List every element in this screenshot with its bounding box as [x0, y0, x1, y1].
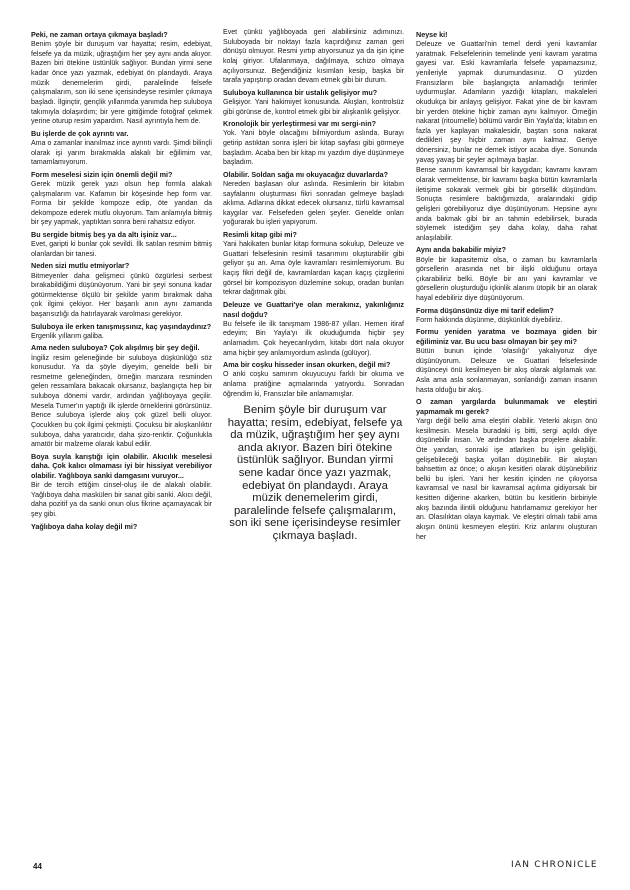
- interview-answer: Yargı değil belki ama eleştiri olabilir. Yeterki akışın önü kesilmesin. Mesela buradaki iş bitti, sergi açıldı diye düşünebilir insan. Ve ardından başka projelere akabilir. Öte yandan, sonraki işe atlarken bu işin gelişliği, gelişebileceği başka yolları düşünebilir. Bir akıştan bahsettim az önce; o akışın kesitleri olarak düşünebiliriz belki bu işleri. Yani her kesitin içinden ne çıkıyorsa kavramsal ve nasıl bir kavramsal açılıma gidiyorsak bir kesitten diğerine akarken, bütün bu kesitlerin birbiriyle akış bazında ilintili olduğunu hatırlamamız gerekiyor her an. Olasılıktan olaya kaymak. Ve eleştiri olmalı tabii ama akışın önünü kesmeyen eleştiri. Kriz anlarını oluşturan her: [416, 418, 597, 541]
- interview-question: Kronolojik bir yerleştirmesi var mı sergi-nin?: [223, 119, 376, 129]
- interview-answer: Gelişiyor. Yani hakimiyet konusunda. Akışları, kontrolsüz gibi görünse de, kontrol etmek gibi bir alışkanlık gelişiyor.: [223, 98, 404, 116]
- interview-question: Olabilir. Soldan sağa mı okuyacağız duvarlarda?: [223, 169, 388, 179]
- interview-question: Yağlıboya daha kolay değil mi?: [31, 521, 138, 531]
- interview-question: Bu sergide bitmiş beş ya da altı işiniz var...: [31, 230, 177, 239]
- interview-question: Deleuze ve Guattari'ye olan merakınız, yakınlığınız nasıl doğdu?: [223, 299, 404, 319]
- text-column-1: [31, 28, 212, 532]
- interview-answer: Ama o zamanlar inanılmaz ince ayrıntı vardı. Şimdi bilinçli olarak işi yarım bırakmakla alakalı bir eğilimim var, tamamlamıyorum.: [31, 139, 212, 167]
- interview-answer: Bitmeyenler daha gelişmeci çünkü özgürlesi serbest bırakabildiğimi düşünüyorum. Yani bir şeyi sonuna kadar götürmektense ölçülü bir şekilde yarım bırakmak daha çok ilgimi çekiyor. Her başarılı anın aynı zamanda başarısızlığı da hatırlayarak varolması gerekiyor.: [31, 272, 212, 318]
- interview-answer: Yani hakikaten bunlar kitap formuna sokulup, Deleuze ve Guattari felsefesinin resimli tasarımını oluşturabilir gibi geliyor şu an. Ama öyle kavramları resimlemiyorum. Bu kaçış fikri değil de, kavramlardan kaçan kaçış çizgilerini görsel bir kompozisyon düzlemine sokup, oradan bunları tekrar dağıtmak gibi.: [223, 241, 404, 297]
- interview-answer: Ergenlik yıllarım galiba.: [31, 332, 104, 340]
- interview-question: Ama bir coşku hisseder insan okurken, değil mi?: [223, 360, 391, 370]
- interview-question: Formu yeniden yaratma ve bozmaya giden bir eğiliminiz var. Bu ucu bası olmayan bir şey mi?: [416, 327, 597, 347]
- interview-answer: Gerek müzik gerek yazı olsun hep formla alakalı çalışmalarım var. Kafamın bir köşesinde hep form var. Forma bir şekilde kompoze edip, öte yandan da dekompoze ederek mutlu oluyorum. Tam anlamıyla bitmiş bir şey yapmak, yaptıktan sonra beni rahatsız ediyor.: [31, 180, 212, 227]
- interview-question: Bu işlerde de çok ayrıntı var.: [31, 128, 129, 138]
- interview-question: Boya suyla karıştığı için olabilir. Akıcılık meselesi daha. Çok kalıcı olmaması iyi bir hissiyat verebiliyor olabilir. Yağlıboya sanki damgasını vuruyor...: [31, 451, 212, 480]
- interview-answer: Deleuze ve Guattari'nin temel derdi yeni kavramlar yaratmak. Felsefelerinin temelinde yeni kavram yaratma gayesi var. Eski kavramlarla felsefe yapamazsınız, yenileriyle yapmak durumundasınız. O yüzden Fransızların bile başlangıçta anlamadığı terimler uydurmuşlar. Adamların yazdığı kitapları, makaleleri okudukça bir anlayış gelişiyor. Fakat yine de bir kavram bir yerden ötekine hiçbir zaman aynı kalmıyor. Örneğin nakarat (ritournelle) bölümü vardır Bin Yayla'da; kitabın en fazla yer kaplayan makalesidir, baştan sona nakarat dedikleri şey hiçbir zaman aynı kalmaz. Geriye dönersiniz, bunlar ne demek istiyor acaba diye. Sonunda yavaş yavaş bir şeyler açılmaya başlar.: [416, 41, 597, 164]
- interview-question: Resimli kitap gibi mi?: [223, 230, 297, 239]
- interview-answer: İngiliz resim geleneğinde bir suluboya düşkünlüğü söz konusudur. Ya da şöyle diyeyim, genelde belli bir resmetme geleneğinden, örneğin manzara resminden gelen ressamlara bakacak olursanız, başlangıçta hep bir suluboya dönemi vardır, ardından yağlıboyaya geçilir. Mesela Turner'ın yaptığı ilk işlerde örneklerini görürsünüz. Bence suluboya işlerde akış çok güzel belli oluyor. Çocukken bu çok ilgimi çekmişti. Çocuksu bir akışkanlıktır suluboya, daha yaratıcıdır, daha şizo-renktir. Çoğunlukla amatör bir malzeme olarak kabul edilir.: [31, 354, 212, 449]
- interview-answer: Evet, garipti ki bunlar çok sevildi. İlk satılan resmim bitmiş olanlardan bir tanesi.: [31, 241, 212, 258]
- interview-answer: Yok. Yani böyle olacağını bilmiyordum aslında. Burayı getirip astıktan sonra işleri bir kitap sayfası gibi görmeye başladım. Acaba ben bir kitap mı yazdım diye düşünmeye başladım.: [223, 130, 404, 167]
- interview-answer: Bu felsefe ile ilk tanışmam 1986-87 yılları. Hemen itiraf edeyim; Bin Yayla'yı ilk okuduğumda hiçbir şey anlamadım. Çok heyecanlıydım, kitabı dört nala okuyor ama hiçbir şey anlamıyordum aslında (gülüyor).: [223, 320, 404, 357]
- pull-quote: [226, 404, 404, 543]
- interview-question: Forma düşünsünüz diye mi tarif edelim?: [416, 305, 554, 315]
- interview-question: O zaman yargılarda bulunmamak ve eleştiri yapmamak mı gerek?: [416, 397, 597, 416]
- interview-question: Neden sizi mutlu etmiyorlar?: [31, 261, 130, 271]
- interview-question: Suluboya ile erken tanışmışsınız, kaç yaşındaydınız?: [31, 321, 212, 331]
- interview-question: Form meselesi sizin için önemli değil mi?: [31, 169, 173, 179]
- interview-question: Peki, ne zaman ortaya çıkmaya başladı?: [31, 30, 168, 39]
- interview-question: Suluboya kullanınca bir ustalık gelişiyor mu?: [223, 87, 378, 97]
- interview-answer: Nereden başlasan olur aslında. Resimlerin bir kitabın sayfalarını oluşturması fikri sonradan gelmeye başladı aklıma. Adlarına dikkat edecek olursanız, türlü kavramsal kaygılar var. Felsefeden gelen şeyler. Genelde onları yoğurarak bu işleri yapıyorum.: [223, 180, 404, 227]
- pull-quote-text: Benim şöyle bir duruşum var hayatta; resim, edebiyat, felsefe ya da müzik, uğraştığım her şey aynı anda akıyor. Bazen biri ötekine üstünlük sağlıyor. Bundan yirmi sene kadar önce yazı yazmak, edebiyat ön plandaydı. Araya müzik denemelerim girdi, paralelinde felsefe çalışmalarım, son iki sene içerisindeyse resimler çıkmaya başladı.: [227, 404, 403, 542]
- text-column-2: [223, 28, 404, 400]
- interview-answer: O anki coşku samırım okuyucuyu farklı bir okuma ve anlama pratiğine açmalarında yatıyordu. Sonradan öğrendim ki, Fransızlar bile anlamamışlar.: [223, 371, 404, 398]
- interview-answer: Bense sanırım kavramsal bir kaygıdan; kavramı kavram olarak vermektense, bir kavramı başka bütün kavramlarla iletişime sokarak vermek gibi bir görsellik düşündüm. Sonuçta resimlere baktığımızda, aralarındaki gidip gelişleri görebiliyoruz diye düşünüyorum. Hepsine aynı anda bakmak gibi bir an tahmin edebilirsek, burada söylemek istediğim şey daha kolay, daha rahat anlaşılabilir.: [416, 167, 597, 242]
- interview-question: Ama neden suluboya? Çok alışılmış bir şey değil.: [31, 343, 200, 353]
- interview-question: Aynı anda bakabilir miyiz?: [416, 245, 507, 255]
- interview-answer: Evet çünkü yağlıboyada geri alabilirsiniz adımınızı. Suluboyada bir noktayı fazla kaçırdığınız zaman geri dönüşü olmuyor. Resmi yırtıp atıyorsunuz ya da işin içine kolaj giriyor. Ufalanmaya, dağılmaya, schizo olmaya açılıyorsunuz. Beğendiğiniz kısımları kesip, başka bir tarafa yapıştırıp oradan devam etmek gibi bir durum.: [223, 29, 404, 85]
- interview-answer: Böyle bir kapasitemiz olsa, o zaman bu kavramlarla görsellerin arasında net bir ilişki olduğunu ortaya çıkarabiliriz belki. Böyle bir anı yani kavramlar ve görsellerin oluşturduğu içkinlik alanını ütopik bir an olarak hayal edebiliriz diye düşünüyorum.: [416, 256, 597, 303]
- interview-answer: Bütün bunun içinde 'olasılığı' yakalıyoruz diye düşünüyorum. Deleuze ve Guattari felsefesinde düşünceyi önü kesilmeyen bir akış olarak algılamak var. Asla ama asla sonlanmayan, sonlandığı zaman insanın hasta olduğu bir akış.: [416, 348, 597, 394]
- page-number: 44: [33, 862, 42, 871]
- interview-question: Neyse ki!: [416, 30, 448, 39]
- interview-answer: Benim şöyle bir duruşum var hayatta; resim, edebiyat, felsefe ya da müzik, uğraştığım her şey aynı anda akıyor. Bazen biri ötekine üstünlük sağlıyor. Bundan yirmi sene kadar önce yazı yazmak, edebiyat ön plandaydı. Araya müzik denemelerim girdi, paralelinde felsefe çalışmalarım, son iki sene içerisindeyse resimler çıkmaya başladı. İlginçtir, gençlik yıllarımda yanımda hep suluboya takımıyla dolaşırdım; bir yere gittiğimde fotoğraf çekmek yerine oturup resim yapardım. Nasıl ayrıntıyla hem de.: [31, 41, 212, 126]
- interview-answer: Form hakkında düşünme, düşkünlük diyebiliriz.: [416, 316, 563, 324]
- magazine-name: IAN CHRONICLE: [511, 860, 598, 870]
- text-column-3: [416, 28, 597, 543]
- interview-answer: Bir de tercih ettiğim cinsel-oluş ile de alakalı olabilir. Yağlıboya daha maskülen bir sanat gibi sanki. Akıcı değil, daha pozitif ya da sanki onun olus fikrine açamayacak bir şey gibi.: [31, 482, 212, 518]
